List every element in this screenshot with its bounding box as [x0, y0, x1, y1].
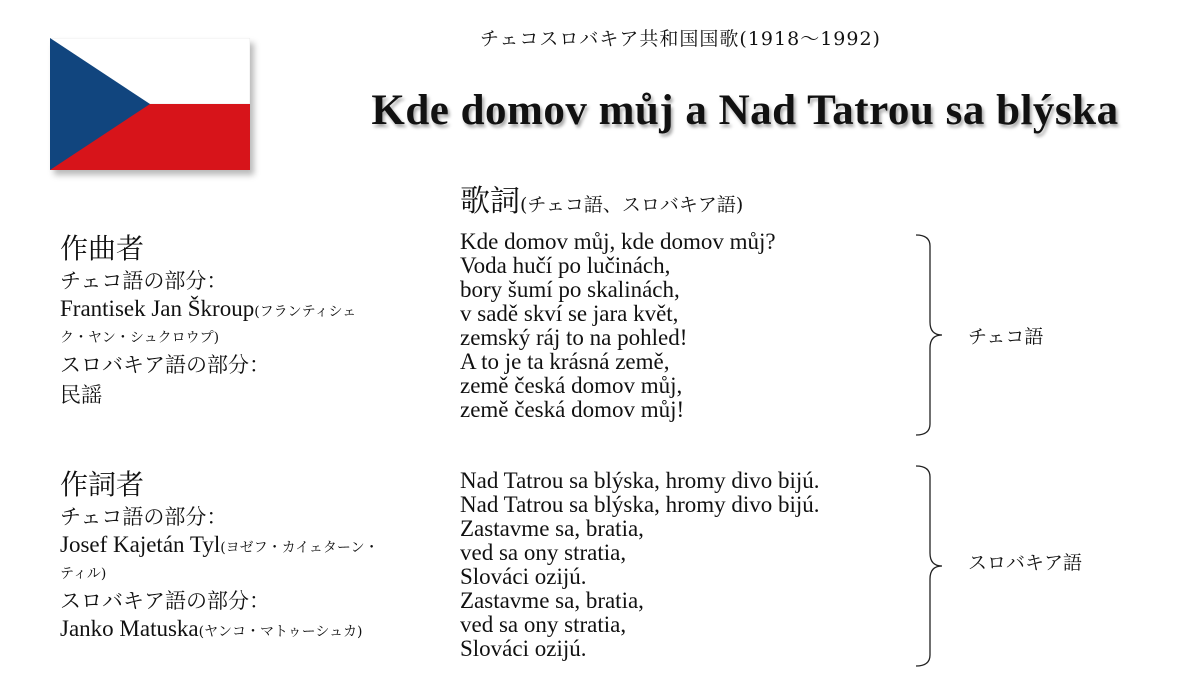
- czech-verse-label: チェコ語: [968, 326, 1044, 348]
- anthem-subtitle: チェコスロバキア共和国国歌(1918〜1992): [480, 28, 881, 50]
- slovak-verse: [460, 469, 920, 661]
- verse-line: zemský ráj to na pohled!: [460, 325, 688, 350]
- verse-line: Slováci ozijú.: [460, 636, 587, 661]
- slovak-verse-bracket: [912, 465, 952, 667]
- slovak-verse-label: スロバキア語: [968, 552, 1083, 574]
- verse-line: Slováci ozijú.: [460, 564, 587, 589]
- composer-czech-name-kana: (フランティシェク・ヤン・シュクロウプ): [60, 304, 357, 346]
- czech-verse-bracket: [912, 234, 952, 436]
- composer-czech-name-latin: Frantisek Jan Škroup: [60, 296, 255, 321]
- verse-line: Voda hučí po lučinách,: [460, 253, 671, 278]
- lyricist-slovak-name: [60, 616, 380, 644]
- composer-section: [60, 232, 380, 410]
- verse-line: Kde domov můj, kde domov můj?: [460, 229, 776, 254]
- lyricist-role: 作詞者: [60, 468, 145, 501]
- lyrics-heading: [460, 176, 743, 220]
- verse-line: v sadě skví se jara květ,: [460, 301, 679, 326]
- lyricist-section: [60, 468, 380, 644]
- verse-line: A to je ta krásná země,: [460, 349, 670, 374]
- verse-line: země česká domov můj!: [460, 397, 685, 422]
- composer-slovak-name: 民謡: [60, 383, 102, 407]
- lyricist-czech-name: [60, 532, 380, 586]
- lyrics-heading-sub: (チェコ語、スロバキア語): [520, 194, 744, 216]
- anthem-title: Kde domov můj a Nad Tatrou sa blýska: [371, 87, 1119, 134]
- lyricist-slovak-name-kana: (ヤンコ・マトゥーシュカ): [198, 624, 363, 640]
- verse-line: ved sa ony stratia,: [460, 612, 627, 637]
- lyricist-czech-name-latin: Josef Kajetán Tyl: [60, 532, 221, 557]
- lyrics-heading-main: 歌詞: [460, 184, 520, 219]
- verse-line: Zastavme sa, bratia,: [460, 588, 644, 613]
- verse-line: ved sa ony stratia,: [460, 540, 627, 565]
- verse-line: bory šumí po skalinách,: [460, 277, 680, 302]
- composer-role: 作曲者: [60, 232, 145, 265]
- czech-verse: [460, 230, 920, 422]
- lyricist-slovak-label: スロバキア語の部分：: [60, 589, 270, 613]
- verse-line: Zastavme sa, bratia,: [460, 516, 644, 541]
- composer-czech-name: [60, 296, 380, 350]
- composer-czech-label: チェコ語の部分：: [60, 269, 228, 293]
- czechoslovak-flag: [50, 38, 250, 170]
- flag-graphic: [50, 38, 250, 170]
- lyricist-slovak-name-latin: Janko Matuska: [60, 616, 199, 641]
- verse-line: země česká domov můj,: [460, 373, 683, 398]
- verse-line: Nad Tatrou sa blýska, hromy divo bijú.: [460, 468, 820, 493]
- verse-line: Nad Tatrou sa blýska, hromy divo bijú.: [460, 492, 820, 517]
- lyricist-czech-label: チェコ語の部分：: [60, 505, 228, 529]
- lyricist-czech-name-kana: (ヨゼフ・カイェターン・ティル): [60, 540, 379, 582]
- composer-slovak-label: スロバキア語の部分：: [60, 353, 270, 377]
